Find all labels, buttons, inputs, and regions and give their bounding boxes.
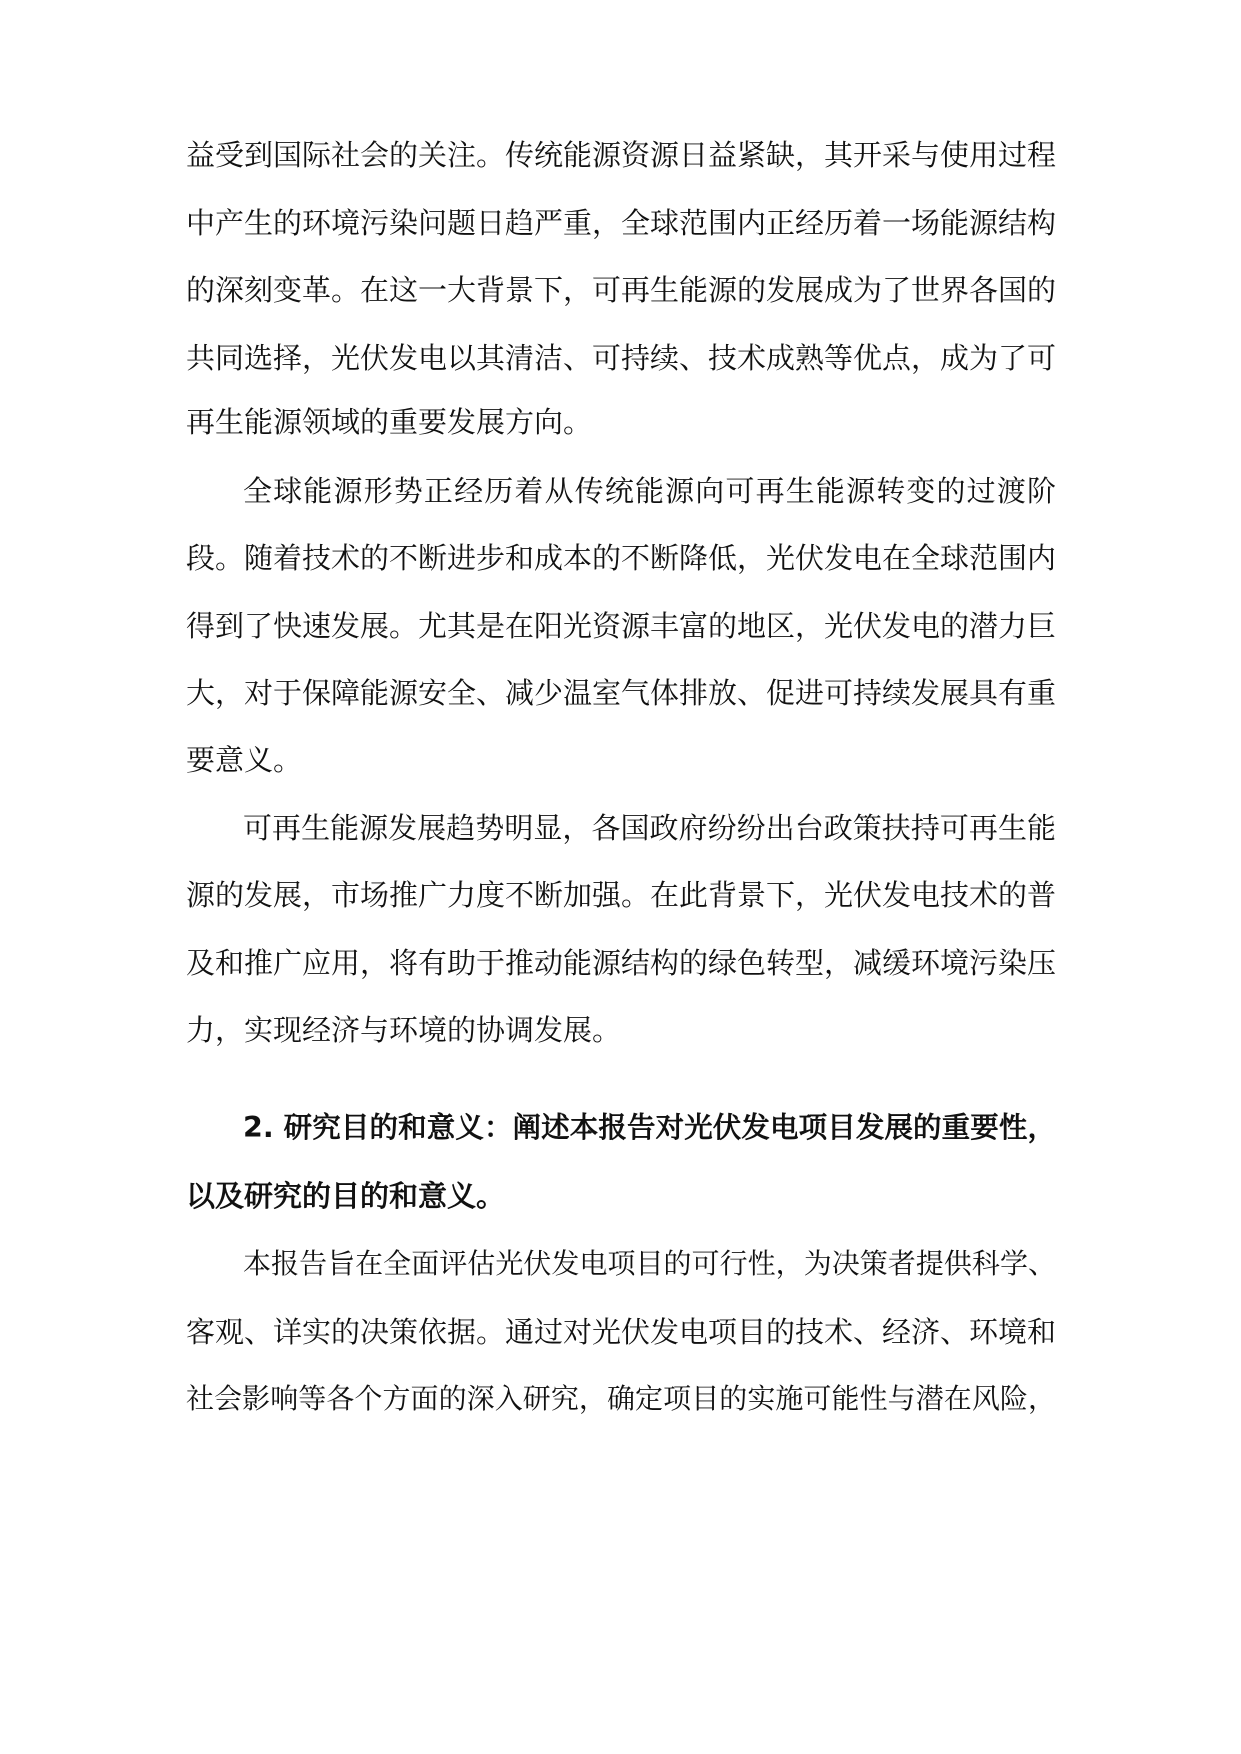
text-line: 段。随着技术的不断进步和成本的不断降低，光伏发电在全球范围内 xyxy=(186,541,1057,575)
text-line: 中产生的环境污染问题日趋严重，全球范围内正经历着一场能源结构 xyxy=(186,206,1057,240)
text-line: 力，实现经济与环境的协调发展。 xyxy=(186,1013,622,1047)
text-line: 社会影响等各个方面的深入研究，确定项目的实施可能性与潜在风险， xyxy=(186,1382,1056,1415)
text-line: 本报告旨在全面评估光伏发电项目的可行性，为决策者提供科学、 xyxy=(243,1247,1056,1280)
text-line: 的深刻变革。在这一大背景下，可再生能源的发展成为了世界各国的 xyxy=(186,273,1057,307)
text-line: 得到了快速发展。尤其是在阳光资源丰富的地区，光伏发电的潜力巨 xyxy=(186,609,1057,643)
text-line: 源的发展，市场推广力度不断加强。在此背景下，光伏发电技术的普 xyxy=(186,878,1057,912)
text-line: 全球能源形势正经历着从传统能源向可再生能源转变的过渡阶 xyxy=(243,474,1056,508)
text-line: 及和推广应用，将有助于推动能源结构的绿色转型，减缓环境污染压 xyxy=(186,946,1057,980)
text-line: 要意义。 xyxy=(186,743,303,777)
text-line: 可再生能源发展趋势明显，各国政府纷纷出台政策扶持可再生能 xyxy=(243,811,1056,845)
text-line: 大，对于保障能源安全、减少温室气体排放、促进可持续发展具有重 xyxy=(186,676,1057,710)
text-line: 客观、详实的决策依据。通过对光伏发电项目的技术、经济、环境和 xyxy=(186,1315,1057,1349)
heading-line: 以及研究的目的和意义。 xyxy=(186,1179,506,1213)
text-line: 再生能源领域的重要发展方向。 xyxy=(186,405,593,439)
heading-line: 2. 研究目的和意义：阐述本报告对光伏发电项目发展的重要性， xyxy=(243,1111,1056,1144)
text-line: 共同选择，光伏发电以其清洁、可持续、技术成熟等优点，成为了可 xyxy=(186,341,1057,375)
text-line: 益受到国际社会的关注。传统能源资源日益紧缺，其开采与使用过程 xyxy=(186,138,1057,172)
